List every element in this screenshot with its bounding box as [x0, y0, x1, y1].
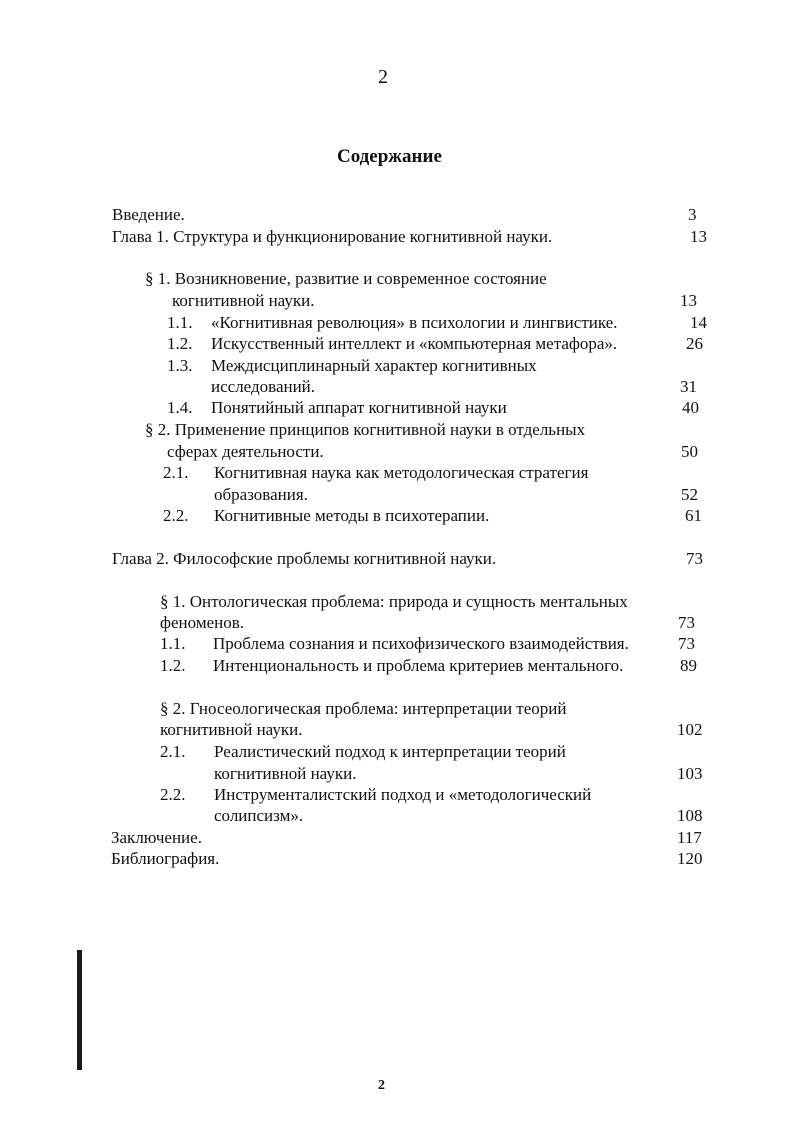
toc-entry-text: исследований. [211, 377, 316, 396]
toc-entry-page: 120 [677, 849, 703, 868]
toc-entry-text: образования. [214, 485, 308, 504]
page-title: Содержание [337, 146, 442, 167]
toc-entry-text: § 2. Применение принципов когнитивной науки в отдельных [145, 420, 586, 439]
toc-entry-page: 73 [678, 634, 695, 653]
toc-entry-text: Междисциплинарный характер когнитивных [211, 356, 537, 375]
toc-entry-page: 108 [677, 806, 703, 825]
toc-entry-text: Библиография. [111, 849, 220, 868]
toc-entry-number: 1.1. [160, 634, 186, 653]
toc-entry-number: 2.2. [163, 506, 189, 525]
toc-entry-page: 73 [686, 549, 703, 568]
toc-entry-text: § 1. Возникновение, развитие и современное состояние [145, 269, 547, 288]
toc-entry-number: 2.1. [163, 463, 189, 482]
toc-entry-number: 2.2. [160, 785, 186, 804]
toc-entry-text: Заключение. [111, 828, 202, 847]
toc-entry-page: 13 [680, 291, 697, 310]
toc-entry-page: 31 [680, 377, 697, 396]
toc-entry-number: 1.3. [167, 356, 193, 375]
toc-entry-number: 1.1. [167, 313, 193, 332]
toc-entry-page: 40 [682, 398, 699, 417]
toc-entry-number: 1.2. [160, 656, 186, 675]
toc-entry-text: Искусственный интеллект и «компьютерная метафора». [211, 334, 618, 353]
toc-entry-page: 89 [680, 656, 697, 675]
toc-entry-text: Введение. [112, 205, 185, 224]
toc-entry-text: Проблема сознания и психофизического взаимодействия. [213, 634, 629, 653]
toc-entry-text: феноменов. [160, 613, 245, 632]
page-number-bottom: 2 [378, 1078, 385, 1093]
toc-entry-number: 2.1. [160, 742, 186, 761]
toc-entry-page: 61 [685, 506, 702, 525]
toc-entry-page: 50 [681, 442, 698, 461]
toc-entry-text: Интенциональность и проблема критериев ментального. [213, 656, 624, 675]
toc-entry-text: Когнитивная наука как методологическая стратегия [214, 463, 589, 482]
toc-entry-text: когнитивной науки. [214, 764, 357, 783]
toc-entry-number: 1.2. [167, 334, 193, 353]
page-number-top: 2 [378, 66, 388, 88]
toc-entry-text: «Когнитивная революция» в психологии и лингвистике. [211, 313, 618, 332]
toc-entry-page: 117 [677, 828, 702, 847]
toc-entry-text: Глава 1. Структура и функционирование когнитивной науки. [112, 227, 553, 246]
toc-entry-text: § 2. Гносеологическая проблема: интерпретации теорий [160, 699, 567, 718]
toc-entry-page: 52 [681, 485, 698, 504]
toc-entry-text: Когнитивные методы в психотерапии. [214, 506, 490, 525]
toc-entry-text: солипсизм». [214, 806, 304, 825]
toc-entry-page: 3 [688, 205, 697, 224]
toc-entry-page: 102 [677, 720, 703, 739]
toc-entry-text: когнитивной науки. [160, 720, 303, 739]
toc-entry-text: сферах деятельности. [167, 442, 324, 461]
toc-entry-page: 13 [690, 227, 707, 246]
toc-entry-text: Инструменталистский подход и «методологический [214, 785, 592, 804]
toc-entry-text: Реалистический подход к интерпретации теорий [214, 742, 566, 761]
toc-entry-page: 103 [677, 764, 703, 783]
toc-entry-page: 26 [686, 334, 703, 353]
toc-entry-page: 73 [678, 613, 695, 632]
toc-entry-text: § 1. Онтологическая проблема: природа и сущность ментальных [160, 592, 628, 611]
toc-entry-number: 1.4. [167, 398, 193, 417]
toc-entry-page: 14 [690, 313, 707, 332]
toc-entry-text: Понятийный аппарат когнитивной науки [211, 398, 507, 417]
toc-entry-text: Глава 2. Философские проблемы когнитивной науки. [112, 549, 497, 568]
toc-entry-text: когнитивной науки. [172, 291, 315, 310]
